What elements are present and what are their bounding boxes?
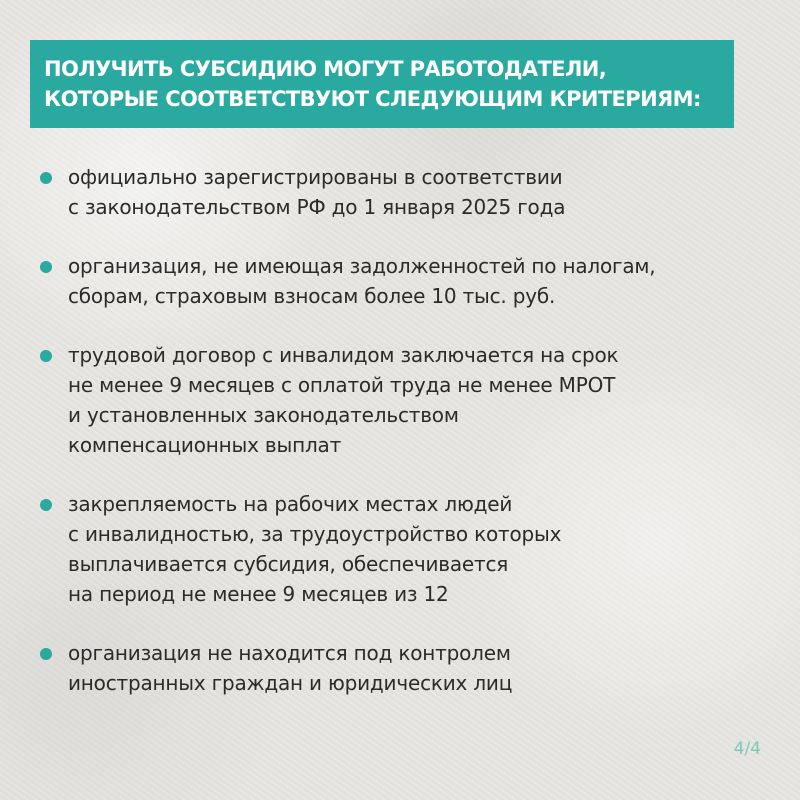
bullet-dot-icon <box>40 350 52 362</box>
criteria-text-line: на период не менее 9 месяцев из 12 <box>68 582 449 606</box>
criteria-text-line: закрепляемость на рабочих местах людей <box>68 492 513 516</box>
criteria-item <box>40 251 780 311</box>
criteria-text-line: организация не находится под контролем <box>68 641 511 665</box>
criteria-list <box>40 162 780 698</box>
header-title-line: КОТОРЫЕ СООТВЕТСТВУЮТ СЛЕДУЮЩИМ КРИТЕРИЯМ: <box>44 87 701 111</box>
criteria-item <box>40 340 780 460</box>
criteria-text-line: выплачивается субсидия, обеспечивается <box>68 552 509 576</box>
bullet-dot-icon <box>40 261 52 273</box>
criteria-text-line: не менее 9 месяцев с оплатой труда не менее МРОТ <box>68 373 616 397</box>
criteria-item <box>40 489 780 609</box>
criteria-text-line: трудовой договор с инвалидом заключается на срок <box>68 343 619 367</box>
criteria-text-line: и установленных законодательством <box>68 403 459 427</box>
criteria-text-line: иностранных граждан и юридических лиц <box>68 671 513 695</box>
criteria-item <box>40 638 780 698</box>
header-title-line: ПОЛУЧИТЬ СУБСИДИЮ МОГУТ РАБОТОДАТЕЛИ, <box>44 57 607 81</box>
bullet-dot-icon <box>40 172 52 184</box>
criteria-text-line: с инвалидностью, за трудоустройство которых <box>68 522 562 546</box>
header-banner <box>30 40 734 128</box>
bullet-dot-icon <box>40 648 52 660</box>
criteria-text-line: компенсационных выплат <box>68 433 342 457</box>
criteria-text-line: сборам, страховым взносам более 10 тыс. руб. <box>68 284 556 308</box>
criteria-text-line: организация, не имеющая задолженностей по налогам, <box>68 254 656 278</box>
page-indicator: 4/4 <box>733 739 761 759</box>
criteria-text-line: с законодательством РФ до 1 января 2025 года <box>68 195 566 219</box>
criteria-text-line: официально зарегистрированы в соответствии <box>68 165 563 189</box>
bullet-dot-icon <box>40 499 52 511</box>
criteria-item <box>40 162 780 222</box>
